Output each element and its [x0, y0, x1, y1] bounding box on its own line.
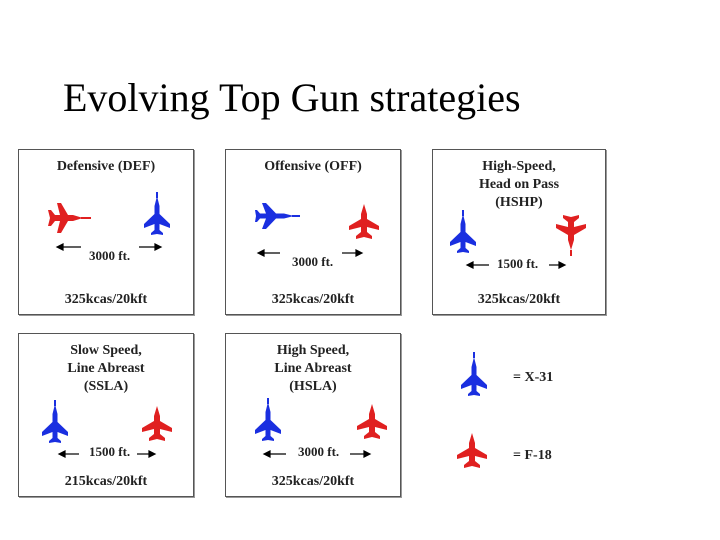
left-arrow: [467, 262, 489, 268]
right-arrow: [549, 262, 565, 268]
panel-ssla: [18, 333, 194, 497]
panel-diagram: [226, 334, 400, 496]
x31-aircraft-icon: [255, 402, 281, 441]
distance-label: 1500 ft.: [497, 256, 539, 271]
left-arrow: [57, 244, 81, 250]
left-arrow: [264, 451, 286, 457]
f18-aircraft-icon: [142, 406, 172, 441]
f18-aircraft-icon: [357, 404, 387, 439]
right-arrow: [342, 250, 362, 256]
right-arrow: [137, 451, 155, 457]
legend-label-f18: = F-18: [513, 448, 552, 463]
f18-aircraft-icon: [457, 433, 487, 468]
distance-label: 3000 ft.: [89, 248, 131, 263]
speed-label: 325kcas/20kft: [271, 474, 355, 489]
panel-title: High-Speed, Head on Pass (HSHP): [478, 159, 560, 210]
panel-diagram: [226, 150, 400, 314]
panel-title: Offensive (OFF): [264, 159, 362, 174]
legend: [430, 340, 610, 490]
f18-aircraft-icon: [556, 215, 586, 250]
right-arrow: [350, 451, 370, 457]
speed-label: 215kcas/20kft: [64, 474, 148, 489]
panel-diagram: [433, 150, 605, 314]
slide-title: Evolving Top Gun strategies: [63, 75, 521, 120]
right-arrow: [139, 244, 161, 250]
panel-title: High Speed, Line Abreast (HSLA): [274, 343, 352, 394]
panel-hsla: [225, 333, 401, 497]
f18-aircraft-icon: [349, 204, 379, 239]
x31-aircraft-icon: [144, 196, 170, 235]
panel-diagram: [19, 334, 193, 496]
distance-label: 3000 ft.: [292, 254, 334, 269]
left-arrow: [59, 451, 79, 457]
x31-aircraft-icon: [461, 357, 487, 396]
panel-title: Slow Speed, Line Abreast (SSLA): [67, 343, 145, 394]
panel-title: Defensive (DEF): [56, 159, 156, 174]
speed-label: 325kcas/20kft: [64, 292, 148, 307]
distance-label: 3000 ft.: [298, 444, 340, 459]
distance-label: 1500 ft.: [89, 444, 131, 459]
x31-aircraft-icon: [450, 214, 476, 253]
panel-hshp: [432, 149, 606, 315]
panel-diagram: [19, 150, 193, 314]
x31-aircraft-icon: [42, 404, 68, 443]
legend-icons: [430, 340, 610, 490]
f18-aircraft-icon: [48, 203, 83, 233]
panel-offensive: [225, 149, 401, 315]
legend-label-x31: = X-31: [513, 370, 554, 385]
speed-label: 325kcas/20kft: [477, 292, 561, 307]
speed-label: 325kcas/20kft: [271, 292, 355, 307]
left-arrow: [258, 250, 280, 256]
x31-aircraft-icon: [255, 203, 294, 229]
panel-defensive: [18, 149, 194, 315]
